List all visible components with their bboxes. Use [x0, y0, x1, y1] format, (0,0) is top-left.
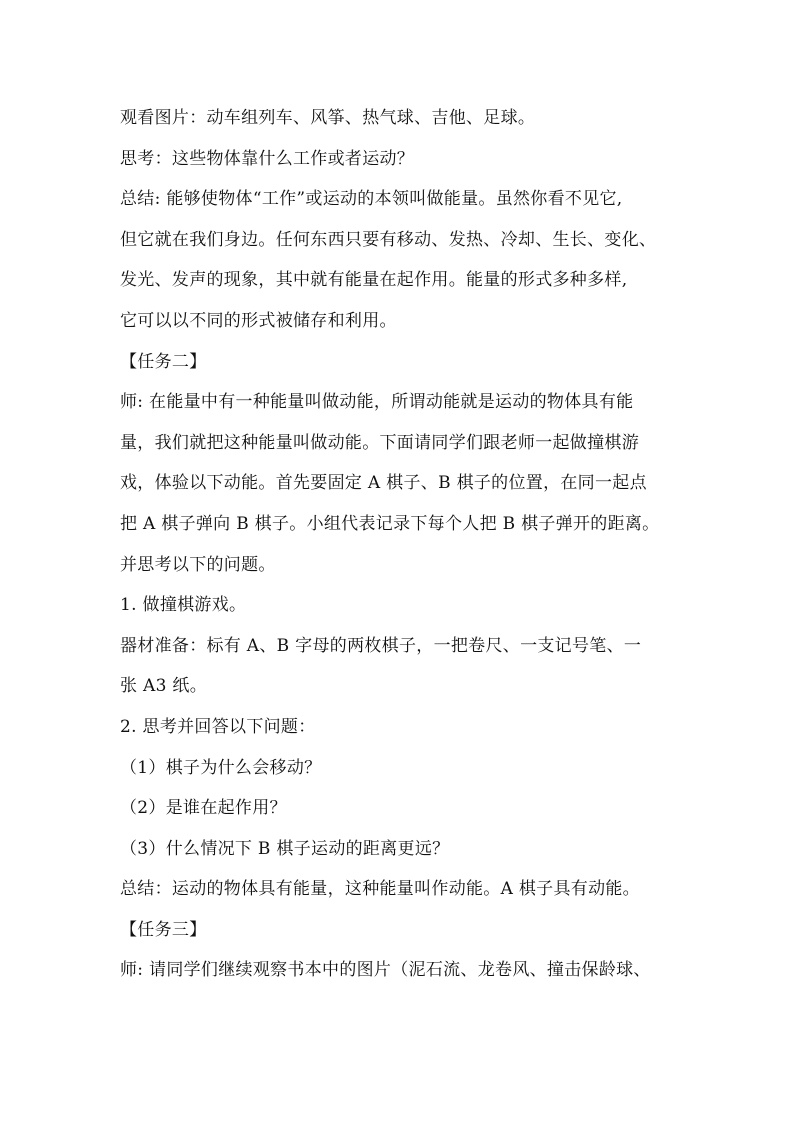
summary-line-3: 发光、发声的现象，其中就有能量在起作用。能量的形式多种多样,	[120, 270, 628, 291]
summary-line-2: 但它就在我们身边。任何东西只要有移动、发热、冷却、生长、变化、	[120, 229, 657, 250]
summary-line-4: 它可以以不同的形式被储存和利用。	[120, 310, 397, 331]
teacher-paragraph-line-5: 并思考以下的问题。	[120, 554, 276, 575]
question-1-line: （1）棋子为什么会移动？	[120, 757, 322, 778]
observe-pictures-line: 观看图片：动车组列车、风筝、热气球、吉他、足球。	[120, 108, 536, 128]
step-two-line: 2. 思考并回答以下问题：	[120, 716, 316, 737]
teacher-task-three-line: 师: 请同学们继续观察书本中的图片（泥石流、龙卷风、撞击保龄球、	[120, 960, 651, 981]
teacher-paragraph-line-2: 量，我们就把这种能量叫做动能。下面请同学们跟老师一起做撞棋游	[120, 432, 639, 453]
materials-line-2: 张 A3 纸。	[120, 676, 208, 697]
teacher-paragraph-line-1: 师: 在能量中有一种能量叫做动能，所谓动能就是运动的物体具有能	[120, 392, 634, 413]
materials-line-1: 器材准备：标有 A、B 字母的两枚棋子，一把卷尺、一支记号笔、一	[120, 635, 642, 656]
teacher-paragraph-line-4: 把 A 棋子弹向 B 棋子。小组代表记录下每个人把 B 棋子弹开的距离。	[120, 513, 660, 534]
step-one-line: 1. 做撞棋游戏。	[120, 595, 247, 616]
document-body	[120, 98, 680, 991]
teacher-paragraph-line-3: 戏，体验以下动能。首先要固定 A 棋子、B 棋子的位置，在同一起点	[120, 473, 647, 494]
think-question-line: 思考：这些物体靠什么工作或者运动？	[120, 148, 415, 169]
summary-line-1: 总结: 能够使物体“工作”或运动的本领叫做能量。虽然你看不见它,	[120, 189, 623, 210]
question-3-line: （3）什么情况下 B 棋子运动的距离更远？	[120, 838, 450, 859]
task-two-heading: 【任务二】	[120, 351, 207, 372]
question-2-line: （2）是谁在起作用？	[120, 798, 287, 819]
kinetic-summary-line: 总结：运动的物体具有能量，这种能量叫作动能。A 棋子具有动能。	[120, 879, 640, 900]
task-three-heading: 【任务三】	[120, 919, 207, 940]
